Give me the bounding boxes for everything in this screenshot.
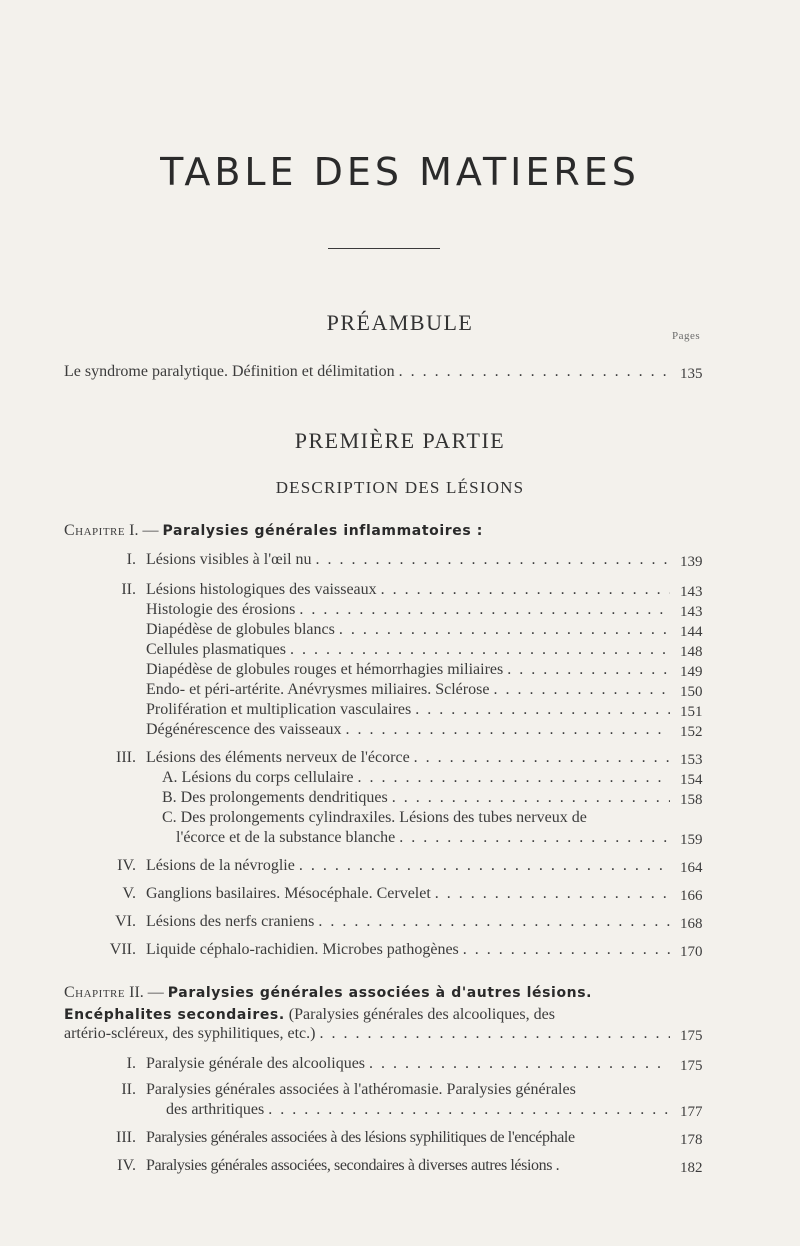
toc-entry: C. Des prolongements cylindraxiles. Lésions des tubes nerveux de	[162, 808, 682, 828]
toc-entry: Cellules plasmatiques . . .	[146, 640, 670, 660]
toc-entry: artério-scléreux, des syphilitiques, etc.) . . .	[64, 1024, 670, 1044]
page-number: 150	[680, 684, 703, 700]
roman-numeral: III.	[116, 749, 136, 766]
toc-entry: Lésions des éléments nerveux de l'écorce . . .	[146, 748, 670, 768]
page-number: 148	[680, 644, 703, 660]
roman-numeral: II.	[121, 1081, 136, 1098]
toc-entry: Histologie des érosions . . .	[146, 600, 670, 620]
page-number: 175	[680, 1028, 703, 1044]
chapter-prefix: Chapitre	[64, 522, 126, 539]
toc-entry: l'écorce et de la substance blanche . . .	[176, 828, 670, 848]
chapter-number: I. —	[129, 522, 159, 539]
roman-numeral: VII.	[109, 941, 136, 958]
page-number: 149	[680, 664, 703, 680]
page-number: 135	[680, 366, 703, 382]
chapter-subheading: Encéphalites secondaires.	[64, 1007, 285, 1023]
page-number: 166	[680, 888, 703, 904]
page-title: TABLE DES MATIERES	[160, 150, 640, 194]
chapter-2-title	[64, 982, 592, 1004]
toc-entry: Lésions visibles à l'œil nu . . .	[146, 550, 670, 570]
toc-entry: Lésions des nerfs craniens . . .	[146, 912, 670, 932]
title-rule	[328, 248, 440, 249]
chapter-1-title	[64, 520, 483, 542]
toc-entry: Endo- et péri-artérite. Anévrysmes miliaires. Sclérose . . .	[146, 680, 670, 700]
preambule-heading: PRÉAMBULE	[326, 310, 474, 335]
toc-entry: Paralysies générales associées, secondaires à diverses autres lésions .	[146, 1156, 676, 1176]
toc-entry: Prolifération et multiplication vasculaires . . .	[146, 700, 670, 720]
toc-entry: Liquide céphalo-rachidien. Microbes pathogènes . . .	[146, 940, 670, 960]
toc-entry: B. Des prolongements dendritiques . . .	[162, 788, 670, 808]
page-number: 159	[680, 832, 703, 848]
roman-numeral: V.	[122, 885, 136, 902]
partie-heading: PREMIÈRE PARTIE	[294, 428, 506, 453]
toc-entry: Ganglions basilaires. Mésocéphale. Cervelet . . .	[146, 884, 670, 904]
page-number: 168	[680, 916, 703, 932]
roman-numeral: VI.	[115, 913, 136, 930]
roman-numeral: I.	[126, 551, 136, 568]
toc-entry: Paralysie générale des alcooliques . . .	[146, 1054, 670, 1074]
page-number: 143	[680, 604, 703, 620]
chapter-heading: Paralysies générales inflammatoires :	[162, 523, 483, 539]
toc-entry: Lésions de la névroglie . . .	[146, 856, 670, 876]
page-number: 143	[680, 584, 703, 600]
roman-numeral: II.	[121, 581, 136, 598]
chapter-number: II. —	[129, 984, 164, 1001]
page-number: 154	[680, 772, 703, 788]
chapter-2-title-line2	[64, 1004, 555, 1026]
page-number: 152	[680, 724, 703, 740]
chapter-prefix: Chapitre	[64, 984, 126, 1001]
roman-numeral: IV.	[117, 1157, 136, 1174]
roman-numeral: III.	[116, 1129, 136, 1146]
toc-entry-preambule: Le syndrome paralytique. Définition et délimitation . . .	[64, 362, 670, 382]
roman-numeral: I.	[126, 1055, 136, 1072]
page-number: 170	[680, 944, 703, 960]
toc-entry: Diapédèse de globules blancs . . .	[146, 620, 670, 640]
partie-subheading: DESCRIPTION DES LÉSIONS	[275, 478, 525, 497]
roman-numeral: IV.	[117, 857, 136, 874]
page-number: 182	[680, 1160, 703, 1176]
page-number: 144	[680, 624, 703, 640]
chapter-heading: Paralysies générales associées à d'autres lésions.	[167, 985, 593, 1001]
toc-entry: Dégénérescence des vaisseaux . . .	[146, 720, 670, 740]
page-number: 175	[680, 1058, 703, 1074]
toc-entry: Paralysies générales associées à l'athéromasie. Paralysies générales	[146, 1080, 682, 1100]
toc-entry: Diapédèse de globules rouges et hémorrhagies miliaires . . .	[146, 660, 670, 680]
toc-entry: Paralysies générales associées à des lésions syphilitiques de l'encéphale	[146, 1128, 676, 1148]
page-number: 139	[680, 554, 703, 570]
page-number: 158	[680, 792, 703, 808]
toc-entry: Lésions histologiques des vaisseaux . . .	[146, 580, 670, 600]
pages-label: Pages	[672, 330, 701, 342]
toc-entry: des arthritiques . . .	[166, 1100, 670, 1120]
page-number: 151	[680, 704, 703, 720]
page-number: 178	[680, 1132, 703, 1148]
chapter-subheading-rest: (Paralysies générales des alcooliques, des	[288, 1006, 555, 1023]
toc-entry: A. Lésions du corps cellulaire . . .	[162, 768, 670, 788]
page-number: 164	[680, 860, 703, 876]
page-number: 153	[680, 752, 703, 768]
page-number: 177	[680, 1104, 703, 1120]
